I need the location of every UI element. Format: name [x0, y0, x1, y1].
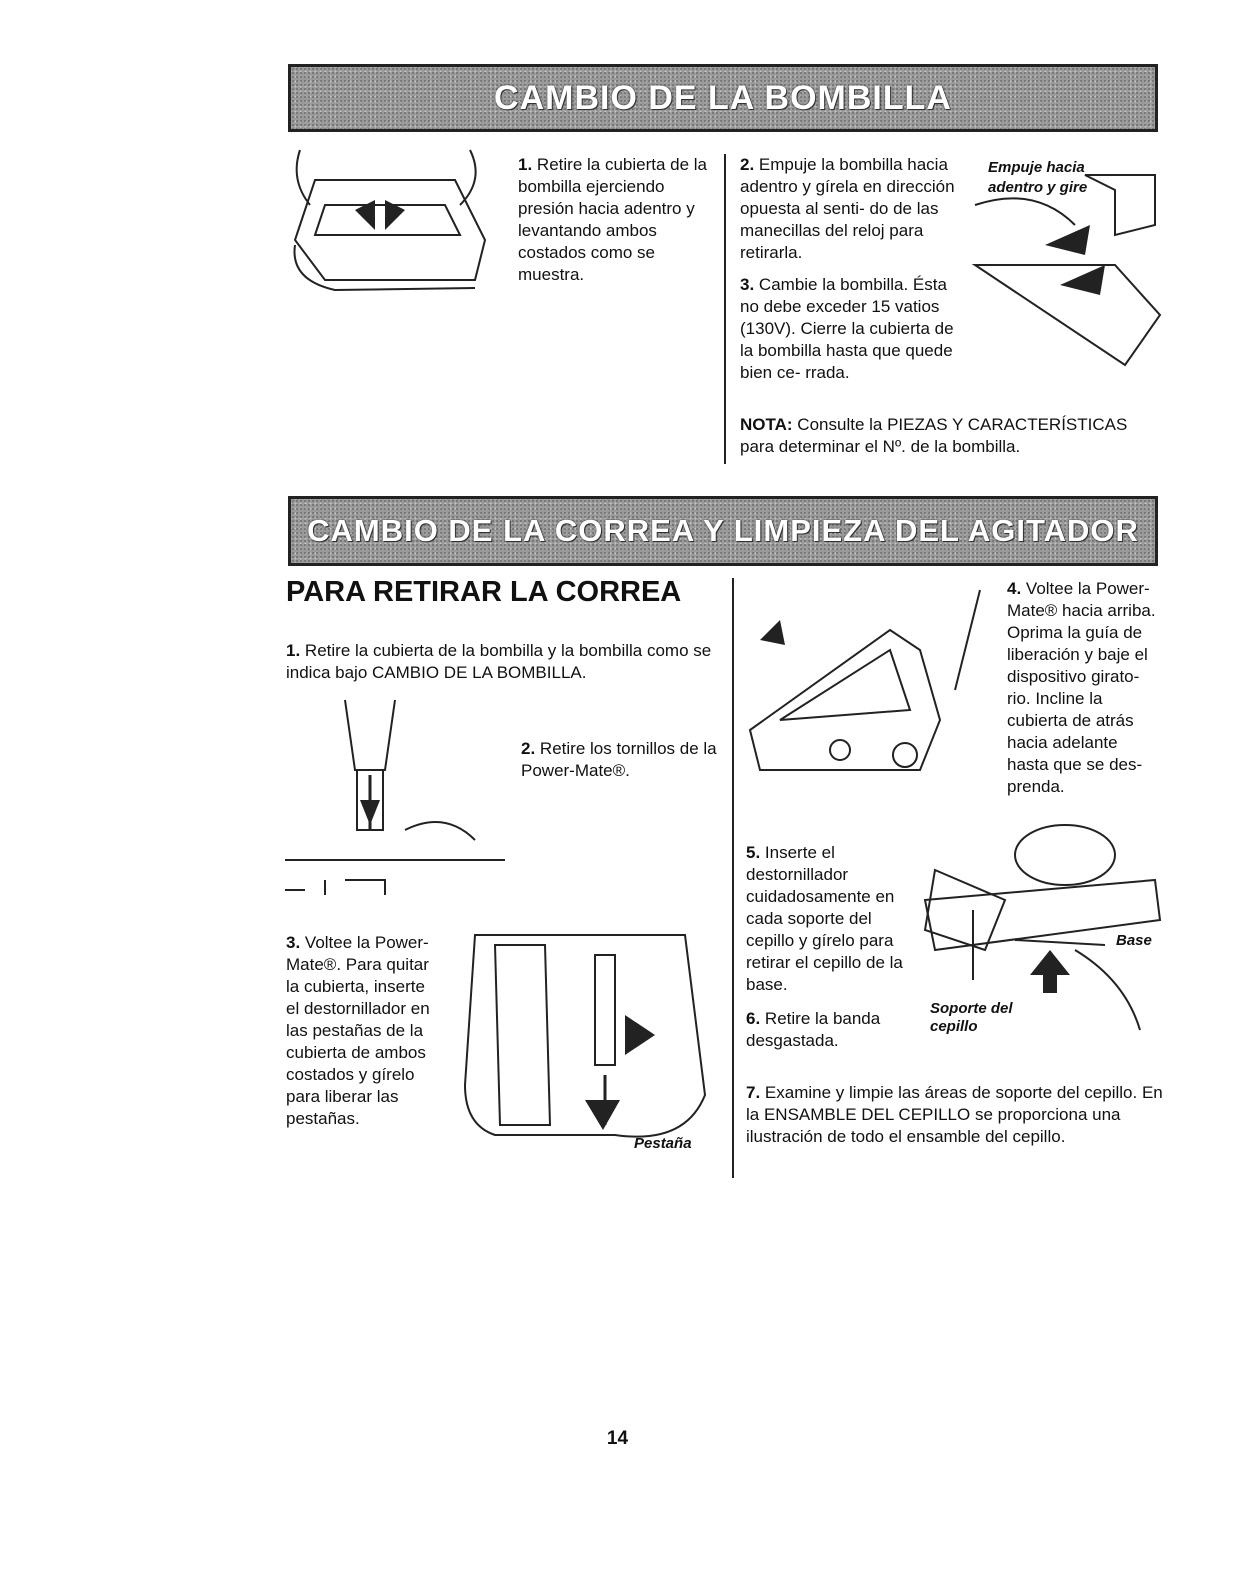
column-divider-2 — [732, 578, 734, 1178]
column-divider — [724, 154, 726, 464]
illustration-tabs — [455, 925, 715, 1155]
label-base: Base — [1116, 932, 1152, 949]
page-number: 14 — [606, 1428, 629, 1449]
belt-step5: 5. Inserte el destornillador cuidadosamente en cada soporte del cepillo y gírelo para retirar el cepillo de la base. — [746, 843, 903, 994]
bulb-step1: 1. Retire la cubierta de la bombilla ejerciendo presión hacia adentro y levantando ambos costados como se muestra. — [518, 155, 708, 284]
banner-belt-title: CAMBIO DE LA CORREA Y LIMPIEZA DEL AGITADOR — [307, 513, 1139, 548]
belt-step3: 3. Voltee la Power-Mate®. Para quitar la cubierta, inserte el destornillador en las pestañas de la cubierta de ambos costados y gírelo para liberar las pestañas. — [286, 933, 430, 1128]
illustration-powermate-flip — [740, 590, 1005, 790]
label-soporte: Soporte del cepillo — [930, 1000, 1013, 1035]
illustration-bulb-cover — [285, 150, 495, 300]
section-banner-bulb — [288, 64, 1158, 132]
section-banner-belt — [288, 496, 1158, 566]
belt-step1: 1. Retire la cubierta de la bombilla y la bombilla como se indica bajo CAMBIO DE LA BOMBILLA. — [286, 641, 712, 682]
belt-step4: 4. Voltee la Power-Mate® hacia arriba. Oprima la guía de liberación y baje el dispositivo girato- rio. Incline la cubierta de atrás hacia adelante hasta que se des- prenda. — [1007, 579, 1156, 796]
bulb-step2: 2. Empuje la bombilla hacia adentro y gírela en dirección opuesta al senti- do de las manecillas del reloj para retirarla. — [740, 155, 955, 262]
belt-step7: 7. Examine y limpie las áreas de soporte del cepillo. En la ENSAMBLE DEL CEPILLO se proporciona una ilustración de todo el ensamble del cepillo. — [746, 1083, 1163, 1146]
illustration-screwdriver — [285, 690, 510, 900]
banner-bulb-title: CAMBIO DE LA BOMBILLA — [494, 78, 952, 117]
bulb-step3: 3. Cambie la bombilla. Ésta no debe exceder 15 vatios (130V). Cierre la cubierta de la bombilla hasta que quede bien ce- rrada. — [740, 275, 954, 382]
label-pestana: Pestaña — [634, 1135, 692, 1152]
belt-step2: 2. Retire los tornillos de la Power-Mate®. — [521, 739, 717, 780]
belt-step6: 6. Retire la banda desgastada. — [746, 1009, 881, 1050]
illustration-bulb-twist — [965, 165, 1165, 375]
bulb-nota: NOTA: Consulte la PIEZAS Y CARACTERÍSTICAS para determinar el Nº. de la bombilla. — [740, 415, 1128, 456]
bulb-callout: Empuje hacia adentro y gire — [988, 159, 1088, 196]
belt-heading: PARA RETIRAR LA CORREA — [286, 576, 682, 608]
